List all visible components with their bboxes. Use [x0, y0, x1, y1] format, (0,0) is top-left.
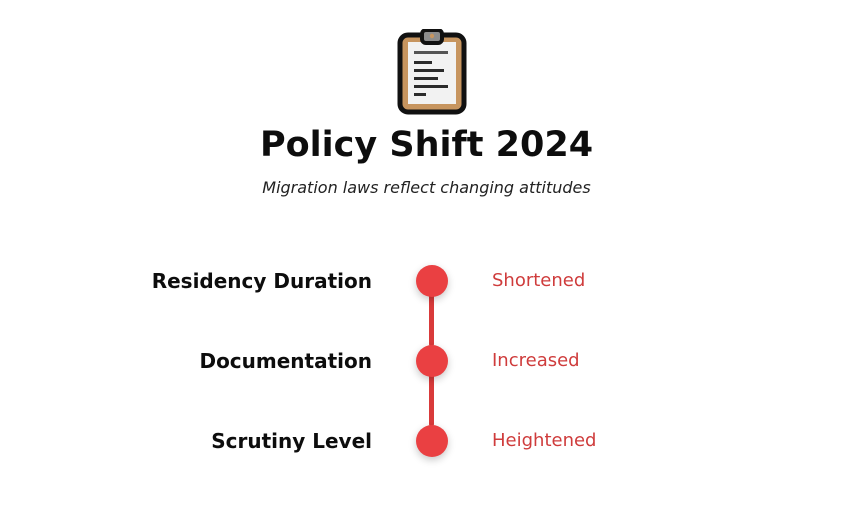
- page-title: Policy Shift 2024: [259, 125, 594, 165]
- timeline-dot: [416, 425, 448, 457]
- timeline-row-status: Increased: [492, 350, 580, 371]
- timeline-row-status: Shortened: [492, 270, 586, 291]
- timeline-dot: [416, 265, 448, 297]
- timeline-row-label: Residency Duration: [151, 269, 372, 293]
- timeline-row-label: Documentation: [199, 349, 372, 373]
- timeline-dot: [416, 345, 448, 377]
- timeline-row-status: Heightened: [492, 430, 597, 451]
- timeline-row-label: Scrutiny Level: [211, 429, 372, 453]
- timeline-connector: [429, 374, 434, 426]
- page-subtitle: Migration laws reflect changing attitudes: [262, 178, 591, 197]
- timeline-connector: [429, 294, 434, 346]
